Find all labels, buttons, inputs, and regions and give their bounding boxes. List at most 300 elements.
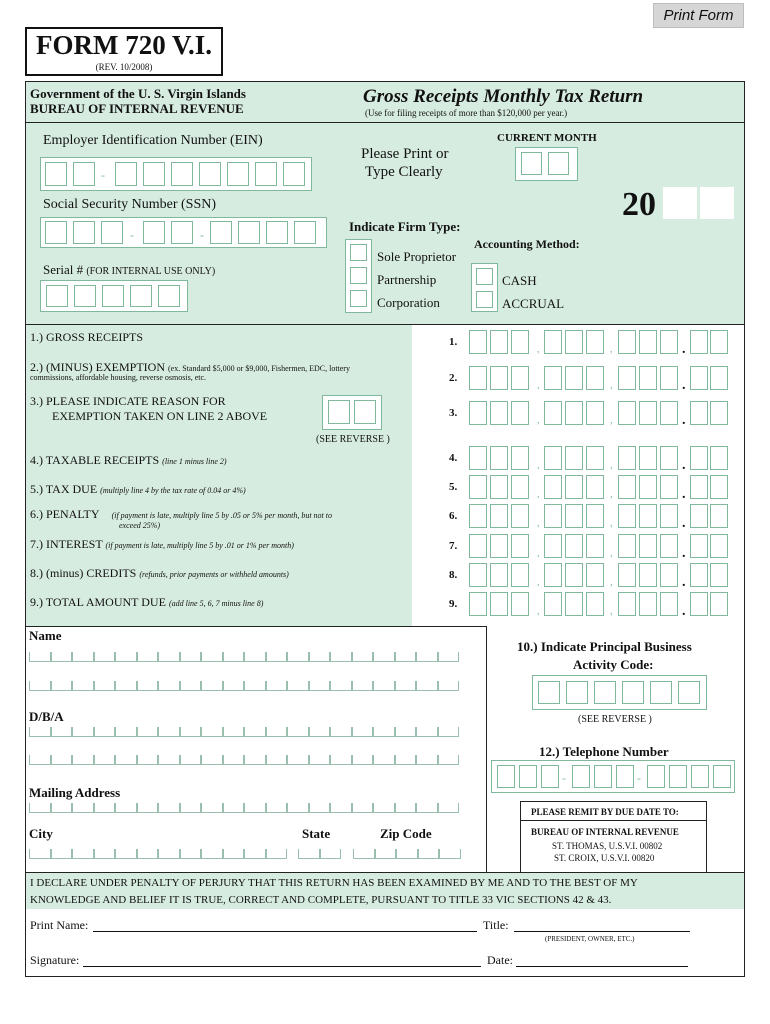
name-char-cell[interactable] <box>287 681 309 691</box>
type-clearly: Type Clearly <box>365 164 443 180</box>
reason-digit[interactable] <box>354 400 376 424</box>
dba-char-cell[interactable] <box>137 755 159 765</box>
line9-label <box>30 595 263 610</box>
amount-digit[interactable] <box>469 563 487 587</box>
amount-digit[interactable] <box>490 563 508 587</box>
dba-char-cell[interactable] <box>223 755 245 765</box>
amount-digit[interactable] <box>618 534 636 558</box>
amount-digit[interactable] <box>511 446 529 470</box>
amount-digit[interactable] <box>660 475 678 499</box>
amount-digit[interactable] <box>690 366 708 390</box>
amount-digit[interactable] <box>710 330 728 354</box>
zip-char-cell[interactable] <box>439 849 461 859</box>
name-char-cell[interactable] <box>244 681 266 691</box>
dba-char-cell[interactable] <box>51 727 73 737</box>
dba-char-cell[interactable] <box>72 727 94 737</box>
amount-digit[interactable] <box>490 401 508 425</box>
amount-digit[interactable] <box>469 330 487 354</box>
amount-digit[interactable] <box>660 446 678 470</box>
serial-digit[interactable] <box>46 285 68 307</box>
address-char-cell[interactable] <box>395 803 417 813</box>
amount-digit[interactable] <box>565 330 583 354</box>
address-char-cell[interactable] <box>438 803 460 813</box>
ssn-digit[interactable] <box>73 221 95 244</box>
name-char-cell[interactable] <box>373 652 395 662</box>
dba-char-cell[interactable] <box>309 727 331 737</box>
amount-digit[interactable] <box>544 401 562 425</box>
amount-digit[interactable] <box>690 446 708 470</box>
amount-digit[interactable] <box>565 366 583 390</box>
ssn-digit[interactable] <box>294 221 316 244</box>
dba-char-cell[interactable] <box>244 755 266 765</box>
amount-digit[interactable] <box>710 592 728 616</box>
year-digit[interactable] <box>700 187 734 219</box>
name-char-cell[interactable] <box>180 652 202 662</box>
dba-char-cell[interactable] <box>137 727 159 737</box>
signature-line[interactable] <box>83 966 481 967</box>
amount-digit[interactable] <box>710 563 728 587</box>
thousands-comma: , <box>537 548 540 559</box>
ein-digit[interactable] <box>171 162 193 186</box>
name-char-cell[interactable] <box>352 652 374 662</box>
name-char-cell[interactable] <box>352 681 374 691</box>
amount-digit[interactable] <box>565 475 583 499</box>
amount-digit[interactable] <box>511 366 529 390</box>
dba-char-cell[interactable] <box>115 727 137 737</box>
thousands-comma: , <box>537 606 540 617</box>
line-number: 4. <box>449 452 458 464</box>
line8-text: 8.) (minus) CREDITS <box>30 566 137 580</box>
amount-digit[interactable] <box>660 534 678 558</box>
amount-digit[interactable] <box>639 475 657 499</box>
amount-digit[interactable] <box>639 504 657 528</box>
address-char-cell[interactable] <box>72 803 94 813</box>
name-char-cell[interactable] <box>395 681 417 691</box>
name-char-cell[interactable] <box>373 681 395 691</box>
phone-dash: - <box>562 771 566 785</box>
amount-digit[interactable] <box>469 504 487 528</box>
dba-char-cell[interactable] <box>287 755 309 765</box>
ein-digit[interactable] <box>199 162 221 186</box>
phone-digit[interactable] <box>713 765 731 788</box>
amount-digit[interactable] <box>690 330 708 354</box>
state-char-cell[interactable] <box>320 849 342 859</box>
address-char-cell[interactable] <box>180 803 202 813</box>
ein-label: Employer Identification Number (EIN) <box>43 133 263 148</box>
divider <box>520 820 707 821</box>
amount-digit[interactable] <box>586 366 604 390</box>
dba-char-cell[interactable] <box>416 727 438 737</box>
decimal-point: . <box>682 546 686 561</box>
activity-code-digit[interactable] <box>566 681 588 704</box>
name-char-cell[interactable] <box>94 681 116 691</box>
name-char-cell[interactable] <box>438 652 460 662</box>
amount-digit[interactable] <box>511 475 529 499</box>
amount-digit[interactable] <box>710 366 728 390</box>
address-char-cell[interactable] <box>51 803 73 813</box>
name-char-cell[interactable] <box>137 681 159 691</box>
amount-digit[interactable] <box>710 446 728 470</box>
zip-char-cell[interactable] <box>396 849 418 859</box>
dba-char-cell[interactable] <box>180 727 202 737</box>
name-char-cell[interactable] <box>416 652 438 662</box>
ein-digit[interactable] <box>283 162 305 186</box>
amount-digit[interactable] <box>544 446 562 470</box>
amount-digit[interactable] <box>511 563 529 587</box>
dba-char-cell[interactable] <box>352 755 374 765</box>
address-char-cell[interactable] <box>352 803 374 813</box>
dba-char-cell[interactable] <box>373 727 395 737</box>
city-char-cell[interactable] <box>94 849 116 859</box>
line3-label: 3.) PLEASE INDICATE REASON FOR <box>30 394 226 408</box>
address-char-cell[interactable] <box>29 803 51 813</box>
amount-digit[interactable] <box>660 592 678 616</box>
dba-char-cell[interactable] <box>395 727 417 737</box>
name-char-cell[interactable] <box>416 681 438 691</box>
name-char-cell[interactable] <box>330 681 352 691</box>
amount-digit[interactable] <box>586 330 604 354</box>
name-char-cell[interactable] <box>29 681 51 691</box>
thousands-comma: , <box>537 489 540 500</box>
name-char-cell[interactable] <box>137 652 159 662</box>
zip-char-cell[interactable] <box>353 849 375 859</box>
amount-digit[interactable] <box>544 504 562 528</box>
ein-digit[interactable] <box>227 162 249 186</box>
date-line[interactable] <box>516 966 688 967</box>
phone-digit[interactable] <box>669 765 687 788</box>
phone-digit[interactable] <box>616 765 634 788</box>
city-char-cell[interactable] <box>180 849 202 859</box>
reason-digit[interactable] <box>328 400 350 424</box>
amount-digit[interactable] <box>710 534 728 558</box>
ein-digit[interactable] <box>143 162 165 186</box>
address-char-cell[interactable] <box>137 803 159 813</box>
dba-char-cell[interactable] <box>94 727 116 737</box>
dba-char-cell[interactable] <box>373 755 395 765</box>
amount-digit[interactable] <box>565 563 583 587</box>
name-char-cell[interactable] <box>201 652 223 662</box>
address-char-cell[interactable] <box>244 803 266 813</box>
name-char-cell[interactable] <box>180 681 202 691</box>
zip-char-cell[interactable] <box>375 849 397 859</box>
please-print: Please Print or <box>361 146 449 162</box>
city-char-cell[interactable] <box>51 849 73 859</box>
activity-code-digit[interactable] <box>594 681 616 704</box>
decimal-point: . <box>682 458 686 473</box>
address-char-cell[interactable] <box>416 803 438 813</box>
name-char-cell[interactable] <box>158 652 180 662</box>
address-char-cell[interactable] <box>287 803 309 813</box>
ssn-digit[interactable] <box>238 221 260 244</box>
amount-digit[interactable] <box>690 563 708 587</box>
amount-digit[interactable] <box>618 475 636 499</box>
dba-char-cell[interactable] <box>201 727 223 737</box>
amount-digit[interactable] <box>469 534 487 558</box>
name-char-cell[interactable] <box>158 681 180 691</box>
name-char-cell[interactable] <box>287 652 309 662</box>
ssn-digit[interactable] <box>101 221 123 244</box>
amount-digit[interactable] <box>469 366 487 390</box>
amount-digit[interactable] <box>639 592 657 616</box>
city-char-cell[interactable] <box>115 849 137 859</box>
accrual-checkbox[interactable] <box>476 291 493 308</box>
amount-digit[interactable] <box>660 366 678 390</box>
city-char-cell[interactable] <box>266 849 288 859</box>
city-char-cell[interactable] <box>72 849 94 859</box>
amount-digit[interactable] <box>660 401 678 425</box>
line8-label <box>30 566 289 581</box>
name-char-cell[interactable] <box>51 652 73 662</box>
city-char-cell[interactable] <box>158 849 180 859</box>
dba-char-cell[interactable] <box>158 755 180 765</box>
amount-digit[interactable] <box>618 563 636 587</box>
city-char-cell[interactable] <box>223 849 245 859</box>
line6-note2: exceed 25%) <box>119 521 161 530</box>
dba-char-cell[interactable] <box>72 755 94 765</box>
partnership-checkbox[interactable] <box>350 267 367 284</box>
amount-digit[interactable] <box>511 330 529 354</box>
dba-char-cell[interactable] <box>94 755 116 765</box>
dba-char-cell[interactable] <box>416 755 438 765</box>
amount-digit[interactable] <box>618 330 636 354</box>
amount-digit[interactable] <box>565 534 583 558</box>
serial-digit[interactable] <box>74 285 96 307</box>
amount-digit[interactable] <box>586 401 604 425</box>
amount-digit[interactable] <box>690 475 708 499</box>
ssn-digit[interactable] <box>210 221 232 244</box>
amount-digit[interactable] <box>618 401 636 425</box>
dba-char-cell[interactable] <box>158 727 180 737</box>
ein-digit[interactable] <box>255 162 277 186</box>
phone-digit[interactable] <box>647 765 665 788</box>
amount-digit[interactable] <box>586 592 604 616</box>
dba-char-cell[interactable] <box>309 755 331 765</box>
dba-char-cell[interactable] <box>201 755 223 765</box>
amount-digit[interactable] <box>469 475 487 499</box>
name-char-cell[interactable] <box>266 652 288 662</box>
amount-digit[interactable] <box>639 563 657 587</box>
address-char-cell[interactable] <box>309 803 331 813</box>
dba-char-cell[interactable] <box>330 755 352 765</box>
dba-char-cell[interactable] <box>244 727 266 737</box>
amount-digit[interactable] <box>565 504 583 528</box>
name-char-cell[interactable] <box>29 652 51 662</box>
address-char-cell[interactable] <box>115 803 137 813</box>
serial-digit[interactable] <box>130 285 152 307</box>
name-char-cell[interactable] <box>115 652 137 662</box>
dba-char-cell[interactable] <box>395 755 417 765</box>
dba-char-cell[interactable] <box>330 727 352 737</box>
dba-char-cell[interactable] <box>29 755 51 765</box>
amount-digit[interactable] <box>544 330 562 354</box>
dba-char-cell[interactable] <box>266 755 288 765</box>
ssn-digit[interactable] <box>143 221 165 244</box>
phone-digit[interactable] <box>572 765 590 788</box>
amount-digit[interactable] <box>618 504 636 528</box>
amount-digit[interactable] <box>490 366 508 390</box>
cash-checkbox[interactable] <box>476 268 493 285</box>
address-char-cell[interactable] <box>94 803 116 813</box>
amount-digit[interactable] <box>710 475 728 499</box>
address-char-cell[interactable] <box>266 803 288 813</box>
ein-digit[interactable] <box>45 162 67 186</box>
amount-digit[interactable] <box>660 504 678 528</box>
amount-digit[interactable] <box>710 504 728 528</box>
amount-digit[interactable] <box>618 446 636 470</box>
name-char-cell[interactable] <box>223 681 245 691</box>
state-char-cell[interactable] <box>298 849 320 859</box>
amount-digit[interactable] <box>618 592 636 616</box>
amount-digit[interactable] <box>490 475 508 499</box>
amount-digit[interactable] <box>660 563 678 587</box>
amount-digit[interactable] <box>544 534 562 558</box>
title-line[interactable] <box>514 931 690 932</box>
name-char-cell[interactable] <box>395 652 417 662</box>
city-char-cell[interactable] <box>244 849 266 859</box>
amount-digit[interactable] <box>469 592 487 616</box>
line5-note: (multiply line 4 by the tax rate of 0.04 or 4%) <box>100 486 246 495</box>
decimal-point: . <box>682 575 686 590</box>
divider <box>25 626 487 627</box>
amount-digit[interactable] <box>490 504 508 528</box>
print-name-line[interactable] <box>93 931 477 932</box>
amount-digit[interactable] <box>490 592 508 616</box>
address-char-cell[interactable] <box>373 803 395 813</box>
sole-proprietor-checkbox[interactable] <box>350 244 367 261</box>
print-form-button[interactable]: Print Form <box>653 3 744 28</box>
amount-digit[interactable] <box>690 534 708 558</box>
amount-digit[interactable] <box>618 366 636 390</box>
address-char-cell[interactable] <box>201 803 223 813</box>
ssn-label: Social Security Number (SSN) <box>43 197 217 212</box>
corporation-label: Corporation <box>377 295 440 310</box>
name-char-cell[interactable] <box>438 681 460 691</box>
name-char-cell[interactable] <box>266 681 288 691</box>
amount-digit[interactable] <box>565 592 583 616</box>
ssn-digit[interactable] <box>45 221 67 244</box>
amount-digit[interactable] <box>544 366 562 390</box>
amount-digit[interactable] <box>639 534 657 558</box>
address-char-cell[interactable] <box>223 803 245 813</box>
amount-digit[interactable] <box>639 401 657 425</box>
address-char-cell[interactable] <box>330 803 352 813</box>
amount-digit[interactable] <box>469 446 487 470</box>
name-char-cell[interactable] <box>72 681 94 691</box>
amount-digit[interactable] <box>586 475 604 499</box>
amount-digit[interactable] <box>511 401 529 425</box>
amount-digit[interactable] <box>490 446 508 470</box>
phone-digit[interactable] <box>594 765 612 788</box>
dba-char-cell[interactable] <box>115 755 137 765</box>
amount-digit[interactable] <box>639 366 657 390</box>
amount-digit[interactable] <box>565 446 583 470</box>
name-char-cell[interactable] <box>309 681 331 691</box>
dba-char-cell[interactable] <box>438 755 460 765</box>
city-char-cell[interactable] <box>29 849 51 859</box>
amount-digit[interactable] <box>511 504 529 528</box>
amount-digit[interactable] <box>660 330 678 354</box>
serial-digit[interactable] <box>158 285 180 307</box>
ein-digit[interactable] <box>73 162 95 186</box>
dba-char-cell[interactable] <box>438 727 460 737</box>
activity-code-digit[interactable] <box>538 681 560 704</box>
month-digit[interactable] <box>521 152 542 175</box>
line7-text: 7.) INTEREST <box>30 537 103 551</box>
amount-digit[interactable] <box>544 563 562 587</box>
activity-code-digit[interactable] <box>622 681 644 704</box>
name-char-cell[interactable] <box>94 652 116 662</box>
name-char-cell[interactable] <box>51 681 73 691</box>
year-digit[interactable] <box>663 187 697 219</box>
month-digit[interactable] <box>548 152 569 175</box>
phone-digit[interactable] <box>541 765 559 788</box>
amount-digit[interactable] <box>565 401 583 425</box>
dba-char-cell[interactable] <box>287 727 309 737</box>
corporation-checkbox[interactable] <box>350 290 367 307</box>
activity-code-digit[interactable] <box>650 681 672 704</box>
city-char-cell[interactable] <box>201 849 223 859</box>
amount-digit[interactable] <box>490 534 508 558</box>
amount-digit[interactable] <box>511 592 529 616</box>
dba-char-cell[interactable] <box>223 727 245 737</box>
name-char-cell[interactable] <box>115 681 137 691</box>
amount-digit[interactable] <box>586 446 604 470</box>
name-char-cell[interactable] <box>309 652 331 662</box>
amount-digit[interactable] <box>544 475 562 499</box>
amount-digit[interactable] <box>690 592 708 616</box>
name-char-cell[interactable] <box>244 652 266 662</box>
activity-code-digit[interactable] <box>678 681 700 704</box>
zip-char-cell[interactable] <box>418 849 440 859</box>
ein-digit[interactable] <box>115 162 137 186</box>
dba-char-cell[interactable] <box>51 755 73 765</box>
ssn-digit[interactable] <box>171 221 193 244</box>
decimal-point: . <box>682 604 686 619</box>
thousands-comma: , <box>610 489 613 500</box>
name-char-cell[interactable] <box>223 652 245 662</box>
name-char-cell[interactable] <box>201 681 223 691</box>
dba-char-cell[interactable] <box>352 727 374 737</box>
phone-digit[interactable] <box>497 765 515 788</box>
line10-label: 10.) Indicate Principal Business <box>517 639 692 654</box>
ssn-digit[interactable] <box>266 221 288 244</box>
name-char-cell[interactable] <box>72 652 94 662</box>
dba-char-cell[interactable] <box>29 727 51 737</box>
amount-digit[interactable] <box>639 446 657 470</box>
phone-digit[interactable] <box>691 765 709 788</box>
amount-digit[interactable] <box>586 563 604 587</box>
amount-digit[interactable] <box>586 504 604 528</box>
amount-digit[interactable] <box>690 504 708 528</box>
city-char-cell[interactable] <box>137 849 159 859</box>
dba-char-cell[interactable] <box>180 755 202 765</box>
amount-digit[interactable] <box>710 401 728 425</box>
amount-digit[interactable] <box>511 534 529 558</box>
thousands-comma: , <box>610 606 613 617</box>
serial-digit[interactable] <box>102 285 124 307</box>
name-char-cell[interactable] <box>330 652 352 662</box>
phone-digit[interactable] <box>519 765 537 788</box>
line10-see-reverse: (SEE REVERSE ) <box>578 714 652 725</box>
amount-digit[interactable] <box>639 330 657 354</box>
address-char-cell[interactable] <box>158 803 180 813</box>
amount-digit[interactable] <box>690 401 708 425</box>
amount-digit[interactable] <box>490 330 508 354</box>
amount-digit[interactable] <box>586 534 604 558</box>
amount-digit[interactable] <box>469 401 487 425</box>
amount-digit[interactable] <box>544 592 562 616</box>
dba-char-cell[interactable] <box>266 727 288 737</box>
